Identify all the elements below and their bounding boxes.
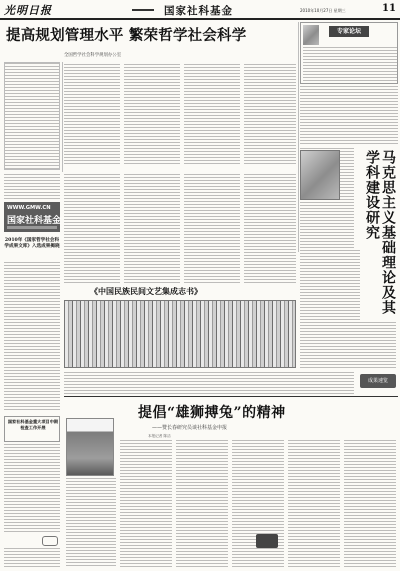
lead-column-2 (124, 64, 180, 164)
lead-intro-block (4, 62, 60, 170)
lead-column-1 (64, 64, 120, 164)
interview-label-text: 专家论坛 (336, 28, 361, 35)
interviewee-photo (303, 25, 319, 45)
achievement-badge-text: 成果速览 (367, 378, 388, 384)
mid-column-3 (184, 174, 240, 284)
page-number: 11 (382, 3, 396, 14)
bottom-col-1 (66, 478, 116, 568)
interview-text (303, 47, 397, 83)
bottom-stamp-icon (256, 534, 278, 548)
bottom-col-4 (232, 440, 284, 568)
bottom-col-3 (176, 440, 228, 568)
interview-body (300, 86, 398, 146)
feature-body-wide (300, 250, 360, 320)
column-divider (62, 62, 63, 172)
bottom-author: 本报记者 陈洁 (148, 434, 171, 438)
scholar-portrait (300, 150, 340, 200)
mid-column-1 (64, 174, 120, 284)
section-title-bar (158, 3, 254, 16)
column-divider (298, 22, 299, 252)
section-title-rule-left (132, 9, 154, 11)
bottom-col-6 (344, 440, 396, 568)
bottom-col-5 (288, 440, 340, 568)
center-banner-title: 《中国民族民间文艺集成志书》 (90, 286, 202, 296)
mid-column-4 (244, 174, 296, 284)
feature-side-title: 马克思主义基础理论及其学科建设研究 (364, 150, 396, 315)
book-collection-photo (64, 300, 296, 368)
section-title: 国家社科基金 (164, 5, 233, 17)
lead-byline: 全国哲学社会科学规划办公室 (64, 53, 122, 58)
bottom-subtitle: ——赞长春研究员谈社科基金申报 (152, 425, 228, 431)
newspaper-logo: 光明日报 (4, 4, 52, 17)
achievement-badge (360, 374, 396, 388)
feature-body-lower (64, 372, 354, 394)
left-news-body (4, 262, 60, 412)
section-divider (64, 396, 398, 397)
left-box (4, 416, 60, 442)
web-banner-caption (7, 226, 57, 229)
left-box-body (4, 444, 60, 534)
web-banner-url[interactable]: WWW.GMW.CN (7, 205, 51, 211)
masthead-rule (0, 18, 400, 20)
left-news-title: 2010年《国家哲学社会科学成果文库》入选成果揭晓 (4, 238, 60, 250)
lead-column-3 (184, 64, 240, 164)
web-banner (4, 202, 60, 232)
interview-label (329, 26, 369, 37)
issue-date: 2010年10月27日 星期三 (300, 8, 346, 13)
left-bottom-body (4, 548, 60, 568)
masthead (0, 0, 400, 20)
lead-headline: 提高规划管理水平 繁荣哲学社会科学 (6, 27, 247, 44)
left-col-text-top (4, 174, 60, 200)
bottom-col-2 (120, 440, 172, 568)
web-banner-label: 国家社科基金 (7, 216, 62, 226)
feature-body-right (300, 322, 396, 370)
left-box-title: 国家社科基金重大项目中期检查工作开展 (7, 419, 59, 430)
left-bottom-logo (42, 536, 58, 546)
bottom-headline: 提倡“雄狮搏兔”的精神 (138, 405, 286, 421)
interview-box (300, 22, 398, 84)
researcher-portrait (66, 418, 114, 476)
mid-column-2 (124, 174, 180, 284)
lead-column-4 (244, 64, 296, 164)
